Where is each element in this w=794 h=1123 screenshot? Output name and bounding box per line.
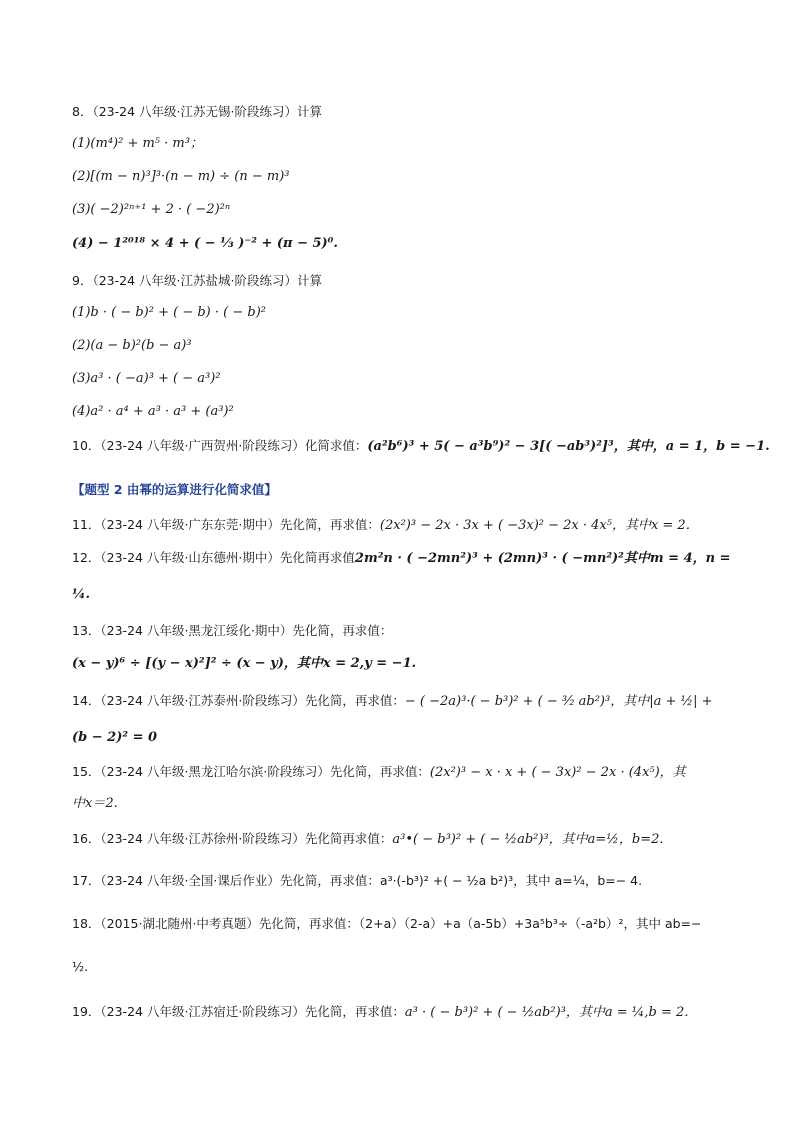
- problem-16-expression: a³•( − b³)² + ( − ½ab²)³，其中a=½，b=2.: [392, 832, 664, 847]
- problem-12: [72, 549, 731, 568]
- problem-12-heading: 12．（23-24 八年级·山东德州·期中）先化简再求值: [72, 550, 355, 565]
- problem-17-expression: a³·(-b³)² +( − ½a b²)³，其中 a=¼，b=− 4.: [379, 873, 643, 888]
- problem-18-heading: 18．（2015·湖北随州·中考真题）先化简，再求值：: [72, 916, 359, 931]
- problem-11-heading: 11．（23-24 八年级·广东东莞·期中）先化简，再求值：: [72, 517, 380, 532]
- section-heading: 【题型 2 由幂的运算进行化简求值】: [72, 482, 277, 497]
- problem-13-heading: 13．（23-24 八年级·黑龙江绥化·期中）先化简，再求值：: [72, 623, 393, 638]
- problem-16: [72, 830, 664, 849]
- problem-9-part-2: (2)(a − b)²(b − a)³: [72, 338, 192, 353]
- problem-16-heading: 16．（23-24 八年级·江苏徐州·阶段练习）先化简再求值：: [72, 831, 393, 846]
- problem-14-continuation: (b − 2)² = 0: [72, 730, 158, 745]
- problem-8-part-4: (4) − 1²⁰¹⁸ × 4 + ( − ¹⁄₃ )⁻² + (π − 5)⁰.: [72, 236, 338, 251]
- problem-17: [72, 872, 642, 891]
- problem-14-heading: 14．（23-24 八年级·江苏泰州·阶段练习）先化简，再求值：: [72, 693, 405, 708]
- problem-15-expression: (2x²)³ − x · x + ( − 3x)² − 2x · (4x⁵)，其: [429, 765, 686, 780]
- problem-19-heading: 19．（23-24 八年级·江苏宿迁·阶段练习）先化简，再求值：: [72, 1004, 405, 1019]
- problem-15-continuation: 中x＝2.: [72, 796, 118, 811]
- problem-13-expression: (x − y)⁶ ÷ [(y − x)²]² ÷ (x − y)，其中x = 2,y = −1.: [72, 656, 417, 671]
- problem-14: [72, 692, 712, 711]
- problem-8-part-3: (3)( −2)²ⁿ⁺¹ + 2 · ( −2)²ⁿ: [72, 202, 231, 217]
- problem-11-expression: (2x²)³ − 2x · 3x + ( −3x)² − 2x · 4x⁵，其中x = 2．: [379, 518, 699, 533]
- problem-9-part-1: (1)b · ( − b)² + ( − b) · ( − b)²: [72, 305, 266, 320]
- problem-15-heading: 15．（23-24 八年级·黑龙江哈尔滨·阶段练习）先化简，再求值：: [72, 764, 430, 779]
- problem-10-heading: 10．（23-24 八年级·广西贺州·阶段练习）化简求值：: [72, 438, 368, 453]
- problem-12-expression: 2m²n · ( −2mn²)³ + (2mn)³ · ( −mn²)²其中m = 4，n =: [354, 551, 731, 566]
- problem-19-expression: a³ · ( − b³)² + ( − ½ab²)³，其中a = ¼,b = 2．: [404, 1005, 698, 1020]
- problem-18-expression: （2+a）（2-a）+a（a-5b）+3a⁵b³÷（-a²b）²，其中 ab=−: [358, 916, 702, 931]
- problem-17-heading: 17．（23-24 八年级·全国·课后作业）先化简，再求值：: [72, 873, 380, 888]
- problem-8-part-2: (2)[(m − n)³]³·(n − m) ÷ (n − m)³: [72, 169, 290, 184]
- problem-14-expression: − ( −2a)³·( − b³)² + ( − ³⁄₂ ab²)³，其中|a + ½| +: [404, 694, 713, 709]
- problem-9-part-4: (4)a² · a⁴ + a³ · a³ + (a³)²: [72, 404, 234, 419]
- problem-9-part-3: (3)a³ · ( −a)³ + ( − a³)²: [72, 371, 221, 386]
- problem-10-expression: (a²b⁶)³ + 5( − a³b⁹)² − 3[( −ab³)²]³，其中，a = 1，b = −1.: [367, 439, 770, 454]
- problem-19: [72, 1003, 697, 1022]
- problem-10: [72, 437, 770, 456]
- problem-18: [72, 915, 701, 934]
- problem-12-continuation: ¼.: [72, 587, 91, 602]
- problem-11: [72, 516, 699, 535]
- problem-8-heading: 8．（23-24 八年级·江苏无锡·阶段练习）计算: [72, 104, 322, 119]
- problem-8-part-1: (1)(m⁴)² + m⁵ · m³；: [72, 136, 203, 151]
- problem-18-continuation: ½.: [72, 959, 89, 974]
- problem-15: [72, 763, 686, 782]
- problem-9-heading: 9．（23-24 八年级·江苏盐城·阶段练习）计算: [72, 273, 322, 288]
